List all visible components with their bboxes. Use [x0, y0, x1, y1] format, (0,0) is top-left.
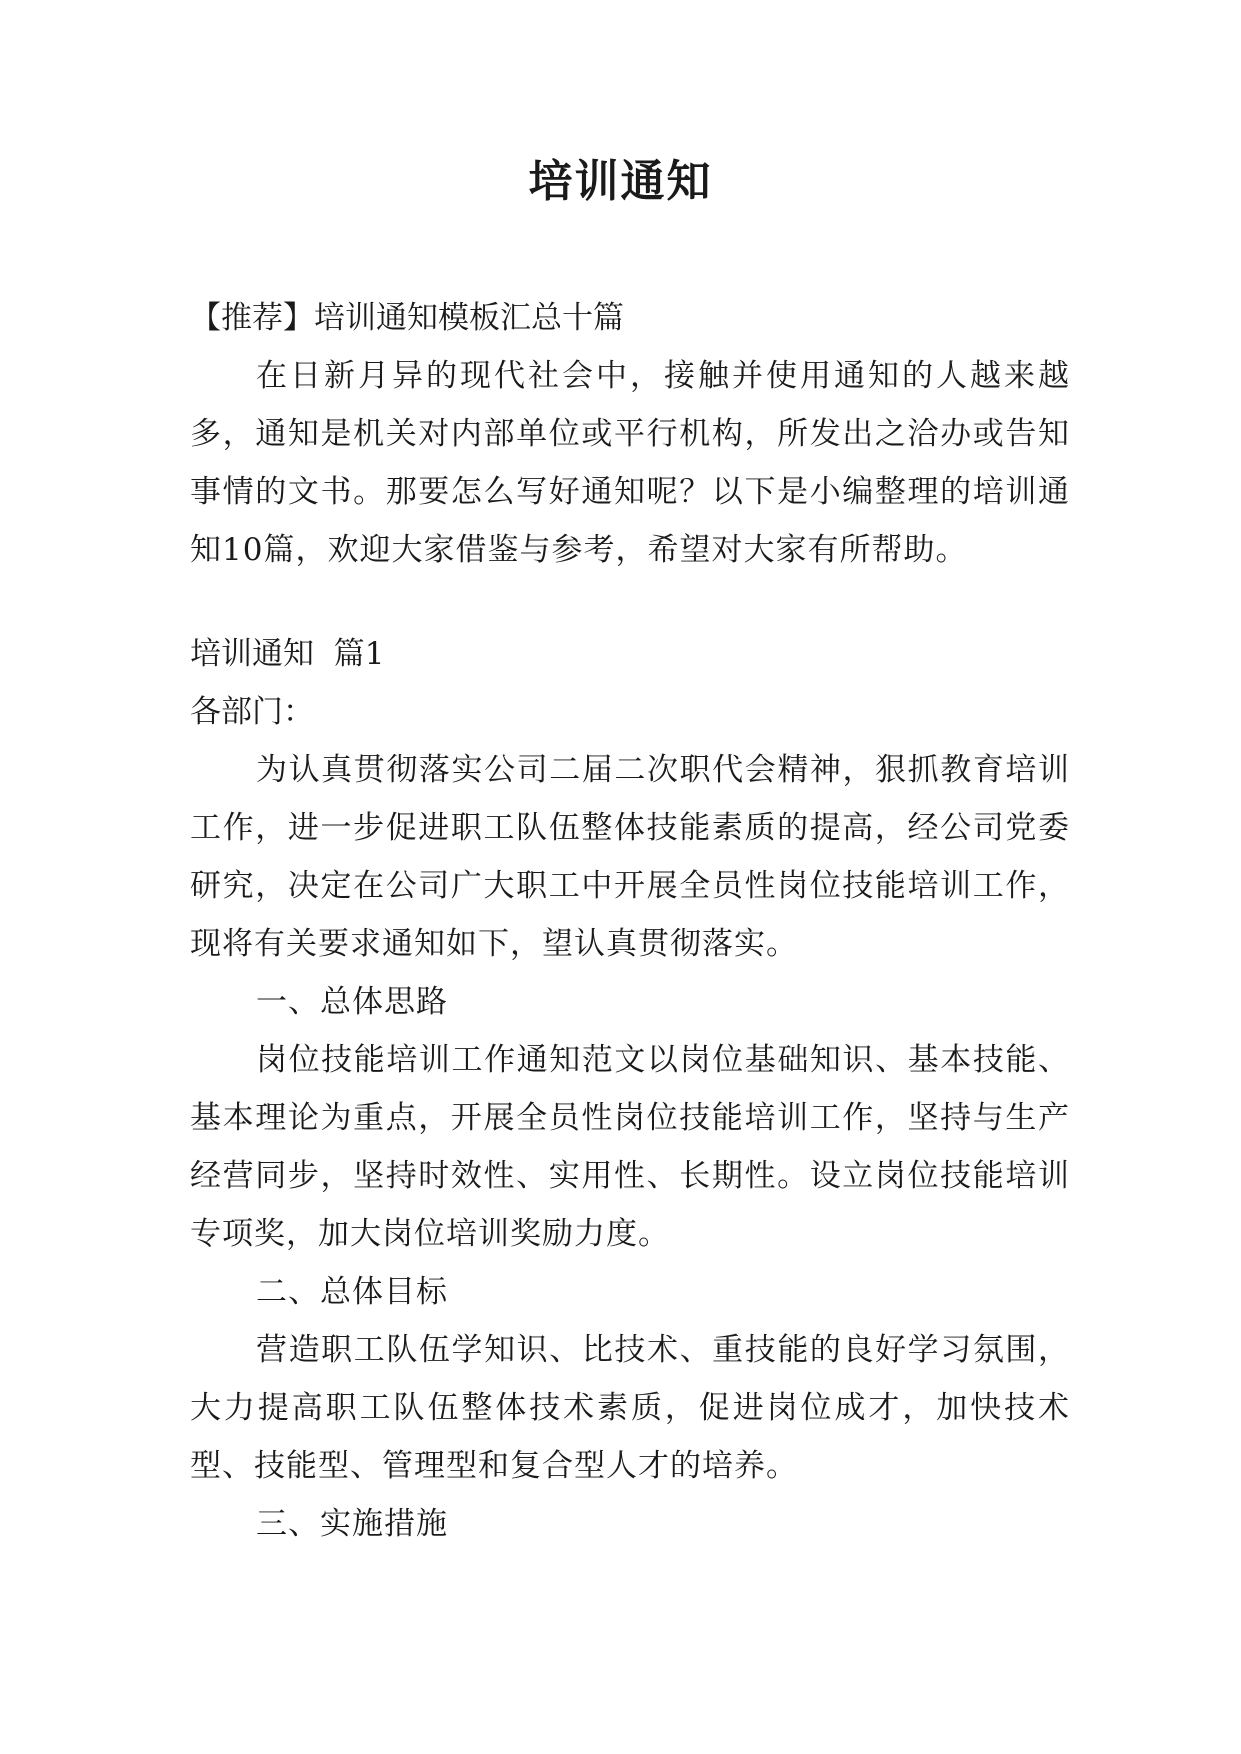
paragraph-3: 营造职工队伍学知识、比技术、重技能的良好学习氛围，大力提高职工队伍整体技术素质，促进岗位成才，加快技术型、技能型、管理型和复合型人才的培养。	[190, 1332, 1070, 1484]
paragraph-1: 为认真贯彻落实公司二届二次职代会精神，狠抓教育培训工作，进一步促进职工队伍整体技能素质的提高，经公司党委研究，决定在公司广大职工中开展全员性岗位技能培训工作，现将有关要求通知如下，望认真贯彻落实。	[190, 752, 1070, 962]
document-body	[190, 289, 1070, 1553]
paragraph-2: 岗位技能培训工作通知范文以岗位基础知识、基本技能、基本理论为重点，开展全员性岗位技能培训工作，坚持与生产经营同步，坚持时效性、实用性、长期性。设立岗位技能培训专项奖，加大岗位培训奖励力度。	[190, 1042, 1070, 1252]
recommend-line: 【推荐】培训通知模板汇总十篇	[190, 300, 624, 336]
section-heading-2: 二、总体目标	[256, 1274, 448, 1310]
document-title: 培训通知	[528, 156, 713, 207]
section-heading-1: 一、总体思路	[256, 984, 448, 1020]
paragraph-spacer	[190, 579, 1070, 625]
article-heading: 培训通知 篇1	[190, 636, 385, 672]
intro-paragraph: 在日新月异的现代社会中，接触并使用通知的人越来越多，通知是机关对内部单位或平行机构，所发出之洽办或告知事情的文书。那要怎么写好通知呢？以下是小编整理的培训通知10篇，欢迎大家借鉴与参考，希望对大家有所帮助。	[190, 358, 1070, 568]
salutation: 各部门：	[190, 694, 314, 730]
section-heading-3: 三、实施措施	[256, 1506, 448, 1542]
